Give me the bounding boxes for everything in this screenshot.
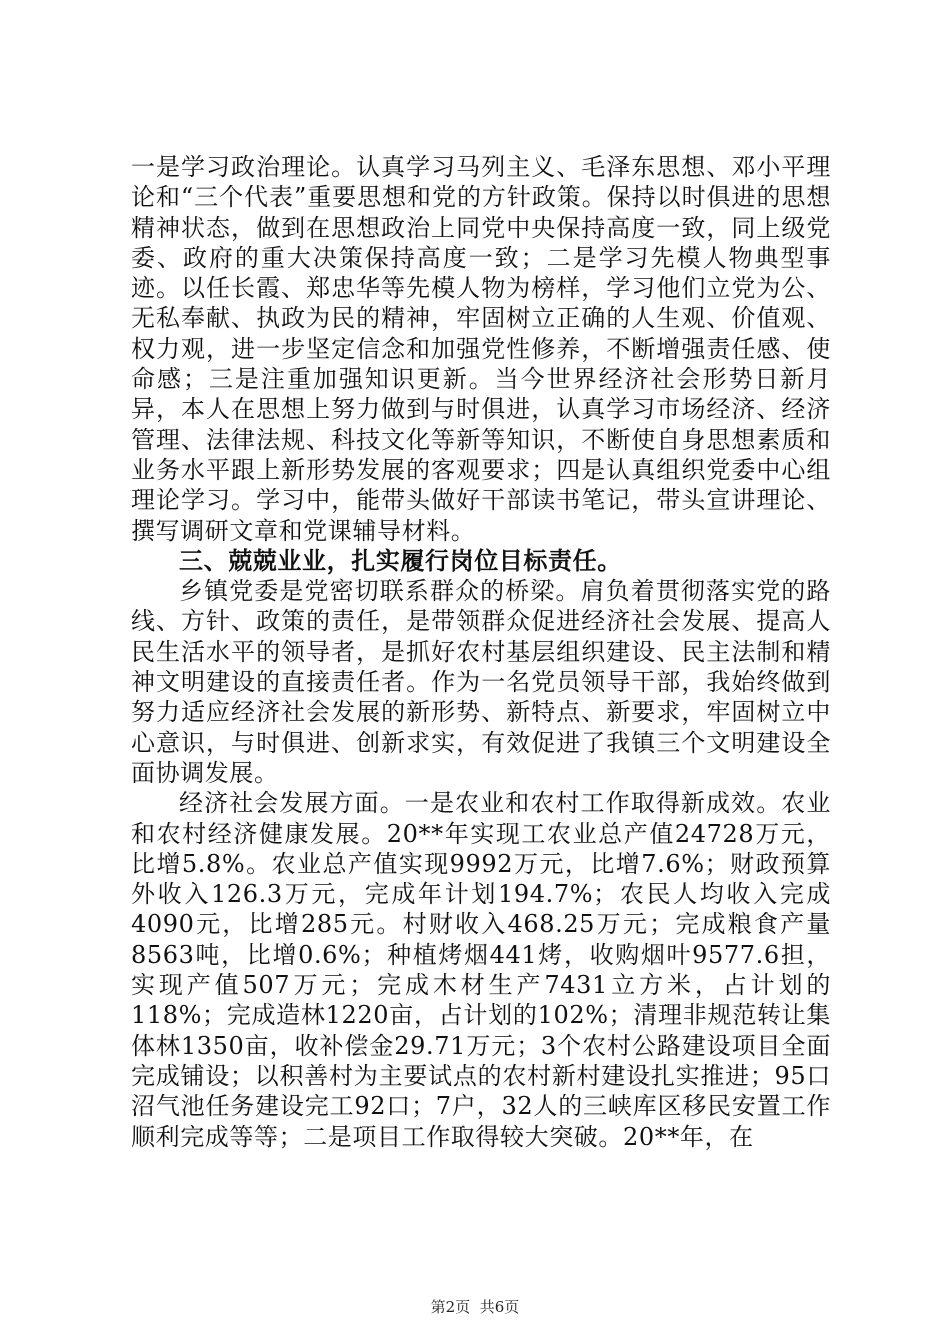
page-total: 共6页 [479, 1298, 520, 1316]
paragraph-study-theory: 一是学习政治理论。认真学习马列主义、毛泽东思想、邓小平理论和“三个代表”重要思想和党的方针政策。保持以时俱进的思想精神状态，做到在思想政治上同党中央保持高度一致，同上级党委、政府的重大决策保持高度一致；二是学习先模人物典型事迹。以任长霞、郑忠华等先模人物为榜样，学习他们立党为公、无私奉献、执政为民的精神，牢固树立正确的人生观、价值观、权力观，进一步坚定信念和加强党性修养，不断增强责任感、使命感；三是注重加强知识更新。当今世界经济社会形势日新月异，本人在思想上努力做到与时俱进，认真学习市场经济、经济管理、法律法规、科技文化等新等知识，不断使自身思想素质和业务水平跟上新形势发展的客观要求；四是认真组织党委中心组理论学习。学习中，能带头做好干部读书笔记，带头宣讲理论、撰写调研文章和党课辅导材料。 [131, 153, 831, 545]
section-heading-three: 三、兢兢业业，扎实履行岗位目标责任。 [179, 545, 622, 575]
page-footer [0, 1296, 950, 1317]
paragraph-economic-development: 经济社会发展方面。一是农业和农村工作取得新成效。农业和农村经济健康发展。20**年实现工农业总产值24728万元，比增5.8%。农业总产值实现9992万元，比增7.6%；财政预算外收入126.3万元，完成年计划194.7%；农民人均收入完成4090元，比增285元。村财收入468.25万元；完成粮食产量8563吨，比增0.6%；种植烤烟441烤，收购烟叶9577.6担，实现产值507万元；完成木材生产7431立方米，占计划的118%；完成造林1220亩，占计划的102%；清理非规范转让集体林1350亩，收补偿金29.71万元；3个农村公路建设项目全面完成铺设；以积善村为主要试点的农村新村建设扎实推进；95口沼气池任务建设完工92口；7户，32人的三峡库区移民安置工作顺利完成等等；二是项目工作取得较大突破。20**年，在 [131, 789, 831, 1151]
page-number: 第2页 [430, 1298, 471, 1316]
paragraph-party-committee: 乡镇党委是党密切联系群众的桥梁。肩负着贯彻落实党的路线、方针、政策的责任，是带领群众促进经济社会发展、提高人民生活水平的领导者，是抓好农村基层组织建设、民主法制和精神文明建设的直接责任者。作为一名党员领导干部，我始终做到努力适应经济社会发展的新形势、新特点、新要求，牢固树立中心意识，与时俱进、创新求实，有效促进了我镇三个文明建设全面协调发展。 [131, 577, 831, 787]
document-body [131, 152, 831, 1152]
